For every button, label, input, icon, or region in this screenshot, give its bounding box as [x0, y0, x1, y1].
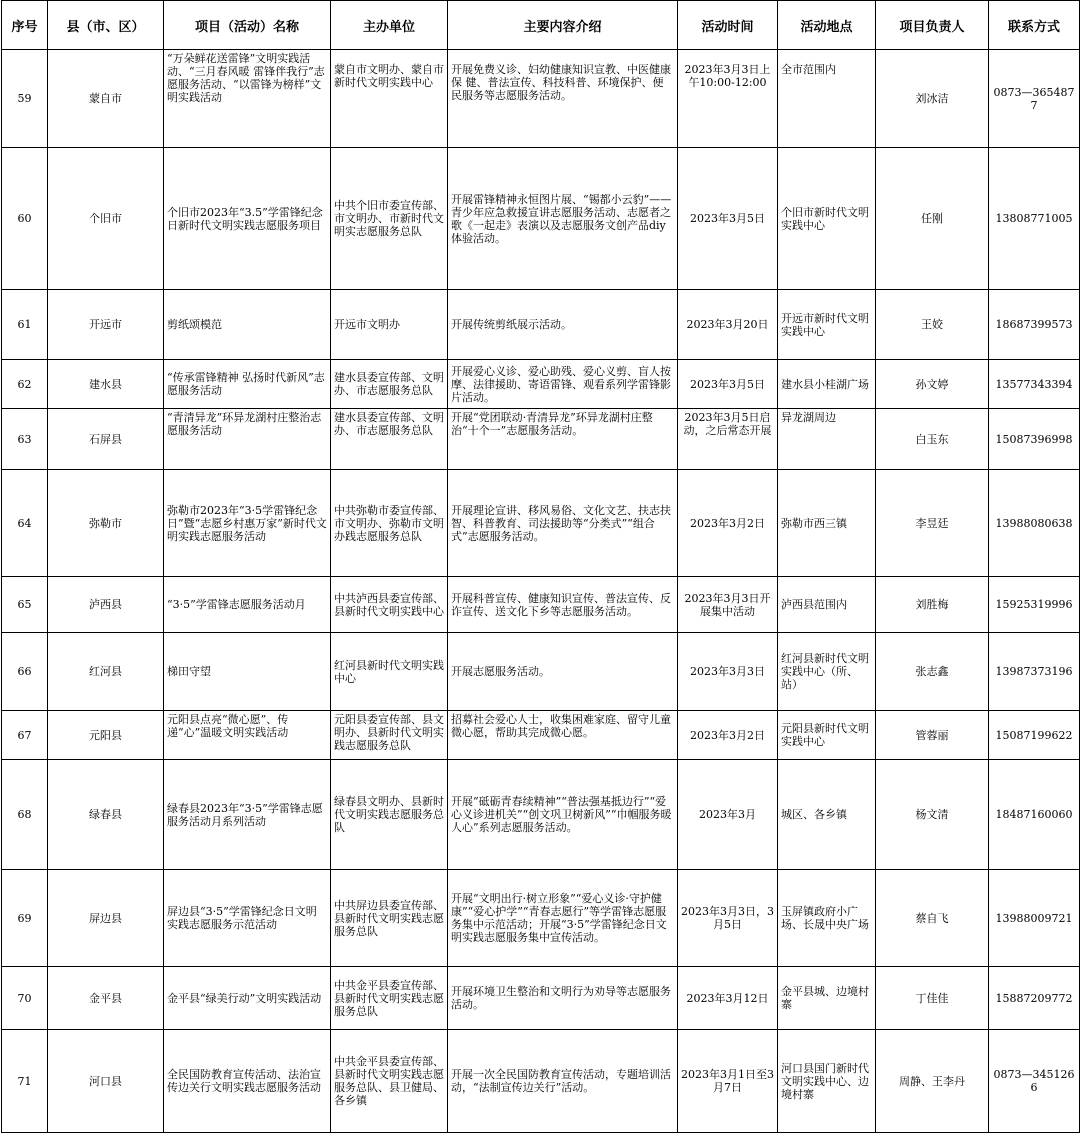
header-no: 序号 [2, 1, 48, 50]
cell-content: 开展理论宣讲、移风易俗、文化文艺、扶志扶智、科普教育、司法援助等“分类式”“组合式”志愿服务活动。 [448, 470, 678, 577]
cell-county: 河口县 [48, 1030, 164, 1133]
table-row [2, 50, 1080, 148]
cell-place: 泸西县范围内 [778, 577, 876, 633]
cell-county: 绿春县 [48, 760, 164, 870]
cell-org: 红河县新时代文明实践中心 [331, 633, 448, 711]
cell-county: 建水县 [48, 360, 164, 409]
cell-no: 63 [2, 409, 48, 470]
cell-leader: 蔡自飞 [876, 870, 989, 967]
table-row [2, 470, 1080, 577]
cell-place: 玉屏镇政府小广场、长晟中央广场 [778, 870, 876, 967]
cell-time: 2023年3月1日至3月7日 [678, 1030, 778, 1133]
table-row [2, 967, 1080, 1030]
cell-time: 2023年3月3日开展集中活动 [678, 577, 778, 633]
cell-time: 2023年3月2日 [678, 711, 778, 760]
cell-name: 屏边县“3·5”学雷锋纪念日文明实践志愿服务示范活动 [164, 870, 331, 967]
cell-content: 开展雷锋精神永恒图片展、“锡都小云豹”——青少年应急救援宣讲志愿服务活动、志愿者之歌《一起走》表演以及志愿服务文创产品diy体验活动。 [448, 148, 678, 290]
cell-time: 2023年3月5日 [678, 360, 778, 409]
cell-leader: 丁佳佳 [876, 967, 989, 1030]
cell-no: 64 [2, 470, 48, 577]
cell-time: 2023年3月5日启动，之后常态开展 [678, 409, 778, 470]
header-org: 主办单位 [331, 1, 448, 50]
cell-name: “青清异龙”环异龙湖村庄整治志愿服务活动 [164, 409, 331, 470]
cell-contact: 13577343394 [989, 360, 1080, 409]
cell-contact: 18687399573 [989, 290, 1080, 360]
cell-name: 弥勒市2023年“3·5学雷锋纪念日”暨“志愿乡村惠万家”新时代文明实践志愿服务活动 [164, 470, 331, 577]
cell-org: 蒙自市文明办、蒙自市新时代文明实践中心 [331, 50, 448, 148]
cell-org: 中共个旧市委宣传部、市文明办、市新时代文明实志愿服务总队 [331, 148, 448, 290]
table-row [2, 760, 1080, 870]
table-row [2, 148, 1080, 290]
cell-place: 异龙湖周边 [778, 409, 876, 470]
table-row [2, 1030, 1080, 1133]
cell-org: 中共金平县委宣传部、县新时代文明实践志愿服务总队、县卫健局、各乡镇 [331, 1030, 448, 1133]
cell-name: “万朵鲜花送雷锋”文明实践活动、“三月春风暖 雷锋伴我行”志愿服务活动、“以雷锋为榜样”文明实践活动 [164, 50, 331, 148]
cell-leader: 管蓉丽 [876, 711, 989, 760]
cell-contact: 13988009721 [989, 870, 1080, 967]
cell-org: 中共金平县委宣传部、县新时代文明实践志愿服务总队 [331, 967, 448, 1030]
cell-place: 建水县小桂湖广场 [778, 360, 876, 409]
table-row [2, 577, 1080, 633]
cell-county: 弥勒市 [48, 470, 164, 577]
cell-leader: 任刚 [876, 148, 989, 290]
header-leader: 项目负责人 [876, 1, 989, 50]
cell-place: 开远市新时代文明实践中心 [778, 290, 876, 360]
cell-county: 开远市 [48, 290, 164, 360]
cell-county: 红河县 [48, 633, 164, 711]
cell-content: 开展志愿服务活动。 [448, 633, 678, 711]
cell-content: 招募社会爱心人士，收集困难家庭、留守儿童微心愿，帮助其完成微心愿。 [448, 711, 678, 760]
cell-leader: 刘冰洁 [876, 50, 989, 148]
cell-contact: 13988080638 [989, 470, 1080, 577]
cell-county: 元阳县 [48, 711, 164, 760]
cell-place: 元阳县新时代文明实践中心 [778, 711, 876, 760]
cell-contact: 15087199622 [989, 711, 1080, 760]
cell-no: 71 [2, 1030, 48, 1133]
cell-leader: 李昱廷 [876, 470, 989, 577]
header-time: 活动时间 [678, 1, 778, 50]
cell-contact: 13808771005 [989, 148, 1080, 290]
cell-place: 全市范围内 [778, 50, 876, 148]
cell-name: “3·5”学雷锋志愿服务活动月 [164, 577, 331, 633]
cell-contact: 13987373196 [989, 633, 1080, 711]
cell-time: 2023年3月3日上午10:00-12:00 [678, 50, 778, 148]
cell-org: 中共泸西县委宣传部、县新时代文明实践中心 [331, 577, 448, 633]
cell-no: 70 [2, 967, 48, 1030]
cell-leader: 孙文婷 [876, 360, 989, 409]
cell-time: 2023年3月20日 [678, 290, 778, 360]
cell-leader: 王姣 [876, 290, 989, 360]
cell-county: 金平县 [48, 967, 164, 1030]
cell-name: 绿春县2023年“3·5”学雷锋志愿服务活动月系列活动 [164, 760, 331, 870]
cell-name: 梯田守望 [164, 633, 331, 711]
cell-time: 2023年3月2日 [678, 470, 778, 577]
cell-county: 泸西县 [48, 577, 164, 633]
cell-county: 蒙自市 [48, 50, 164, 148]
cell-name: 剪纸颂模范 [164, 290, 331, 360]
cell-no: 68 [2, 760, 48, 870]
cell-leader: 杨文清 [876, 760, 989, 870]
cell-contact: 0873—3654877 [989, 50, 1080, 148]
cell-place: 城区、各乡镇 [778, 760, 876, 870]
cell-no: 61 [2, 290, 48, 360]
cell-place: 金平县城、边境村寨 [778, 967, 876, 1030]
table-row [2, 870, 1080, 967]
cell-time: 2023年3月 [678, 760, 778, 870]
cell-org: 中共屏边县委宣传部、县新时代文明实践志愿服务总队 [331, 870, 448, 967]
cell-content: 开展环境卫生整治和文明行为劝导等志愿服务活动。 [448, 967, 678, 1030]
cell-place: 红河县新时代文明实践中心（所、站） [778, 633, 876, 711]
cell-content: 开展科普宣传、健康知识宣传、普法宣传、反诈宣传、送文化下乡等志愿服务活动。 [448, 577, 678, 633]
table-row [2, 409, 1080, 470]
cell-name: 全民国防教育宣传活动、法治宣传边关行文明实践志愿服务活动 [164, 1030, 331, 1133]
cell-place: 个旧市新时代文明实践中心 [778, 148, 876, 290]
cell-time: 2023年3月12日 [678, 967, 778, 1030]
table-row [2, 711, 1080, 760]
cell-org: 建水县委宣传部、文明办、市志愿服务总队 [331, 409, 448, 470]
cell-content: 开展“砥砺青春续精神”“普法强基抵边行”“爱心义诊进机关”“创文巩卫树新风”“巾帼服务暖人心”系列志愿服务活动。 [448, 760, 678, 870]
table-row [2, 360, 1080, 409]
cell-time: 2023年3月5日 [678, 148, 778, 290]
cell-org: 开远市文明办 [331, 290, 448, 360]
cell-org: 绿春县文明办、县新时代文明实践志愿服务总队 [331, 760, 448, 870]
cell-place: 弥勒市西三镇 [778, 470, 876, 577]
cell-contact: 15925319996 [989, 577, 1080, 633]
cell-county: 石屏县 [48, 409, 164, 470]
cell-content: 开展一次全民国防教育宣传活动，专题培训活动，“法制宣传边关行”活动。 [448, 1030, 678, 1133]
cell-county: 屏边县 [48, 870, 164, 967]
header-contact: 联系方式 [989, 1, 1080, 50]
cell-content: 开展“党团联动·青清异龙”环异龙湖村庄整治“十个一”志愿服务活动。 [448, 409, 678, 470]
table-row [2, 290, 1080, 360]
cell-leader: 周静、王李丹 [876, 1030, 989, 1133]
header-name: 项目（活动）名称 [164, 1, 331, 50]
cell-contact: 15887209772 [989, 967, 1080, 1030]
cell-contact: 15087396998 [989, 409, 1080, 470]
cell-name: 元阳县点亮“微心愿”、传递“心”温暖文明实践活动 [164, 711, 331, 760]
cell-org: 元阳县委宣传部、县文明办、县新时代文明实践志愿服务总队 [331, 711, 448, 760]
cell-content: 开展爱心义诊、爱心助残、爱心义剪、盲人按摩、法律援助、寄语雷锋、观看系列学雷锋影片活动。 [448, 360, 678, 409]
cell-name: 个旧市2023年“3.5”学雷锋纪念日新时代文明实践志愿服务项目 [164, 148, 331, 290]
cell-org: 中共弥勒市委宣传部、市文明办、弥勒市文明办践志愿服务总队 [331, 470, 448, 577]
header-row [2, 1, 1080, 50]
cell-content: 开展免费义诊、妇幼健康知识宣教、中医健康保 健、普法宣传、科技科普、环境保护、便民服务等志愿服务活动。 [448, 50, 678, 148]
cell-county: 个旧市 [48, 148, 164, 290]
cell-no: 62 [2, 360, 48, 409]
cell-leader: 白玉东 [876, 409, 989, 470]
cell-contact: 0873—3451266 [989, 1030, 1080, 1133]
cell-time: 2023年3月3日 [678, 633, 778, 711]
cell-content: 开展传统剪纸展示活动。 [448, 290, 678, 360]
cell-name: “传承雷锋精神 弘扬时代新风”志愿服务活动 [164, 360, 331, 409]
cell-time: 2023年3月3日，3月5日 [678, 870, 778, 967]
header-content: 主要内容介绍 [448, 1, 678, 50]
cell-no: 59 [2, 50, 48, 148]
cell-place: 河口县国门新时代文明实践中心、边境村寨 [778, 1030, 876, 1133]
cell-leader: 刘胜梅 [876, 577, 989, 633]
header-county: 县（市、区） [48, 1, 164, 50]
cell-name: 金平县“绿美行动”文明实践活动 [164, 967, 331, 1030]
header-place: 活动地点 [778, 1, 876, 50]
cell-contact: 18487160060 [989, 760, 1080, 870]
table-row [2, 633, 1080, 711]
cell-leader: 张志鑫 [876, 633, 989, 711]
cell-no: 60 [2, 148, 48, 290]
cell-no: 66 [2, 633, 48, 711]
cell-no: 65 [2, 577, 48, 633]
cell-content: 开展“文明出行·树立形象”“爱心义诊·守护健康”“爱心护学”“青春志愿行”等学雷锋志愿服务集中示范活动；开展“3·5”学雷锋纪念日文明实践志愿服务集中宣传活动。 [448, 870, 678, 967]
cell-no: 67 [2, 711, 48, 760]
activity-table [1, 0, 1080, 1133]
cell-no: 69 [2, 870, 48, 967]
cell-org: 建水县委宣传部、文明办、市志愿服务总队 [331, 360, 448, 409]
